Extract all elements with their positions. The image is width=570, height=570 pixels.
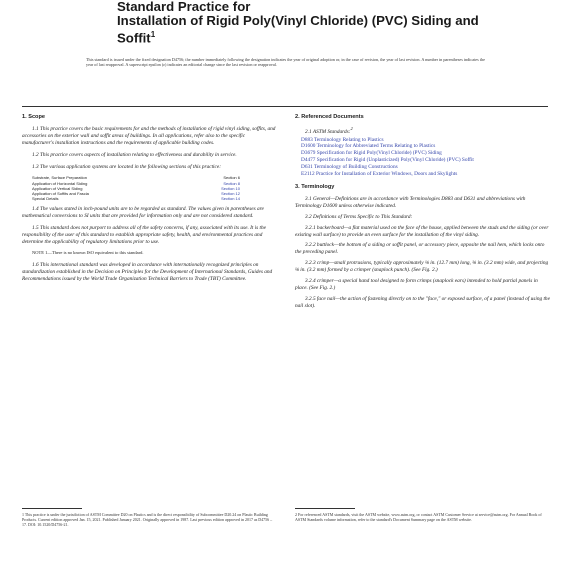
reference-id-link[interactable]: D631 [301, 164, 313, 171]
title-footnote-mark: 1 [150, 30, 156, 40]
table-cell-section: Section 8 [223, 180, 240, 186]
table-cell-section: Section 12 [221, 190, 240, 196]
footnote-divider-left [22, 508, 82, 509]
table-cell-label: Application of Horizontal Siding [32, 180, 88, 186]
reference-id-link[interactable]: E2112 [301, 171, 315, 178]
scope-1-5: 1.5 This standard does not purport to address all of the safety concerns, if any, associated with its use. It is the responsibility of the user of this standard to establish appropriate safety, health, and environmental practices and determine the applicability of regulatory limitations prior to use. [22, 224, 266, 245]
table-row [32, 196, 240, 201]
scope-1-6: 1.6 This international standard was developed in accordance with internationally recognized principles on standardization established in the Decision on Principles for the Development of International Standards, Guides and Recommendations issued by the World Trade Organization Technical Barriers to Trade (TBT) Committee. [22, 262, 273, 283]
table-cell-section: Section 6 [223, 175, 240, 181]
term-3-2-2: 3.2.2 buttlock—the bottom of a siding or soffit panel, or accessory piece, opposite the nail hem, which locks onto the preceding panel. [295, 242, 545, 256]
reference-id-link[interactable]: D4477 [301, 157, 316, 164]
reference-item[interactable] [301, 171, 550, 178]
sections-table [32, 175, 240, 200]
scope-1-3: 1.3 The various application systems are located in the following sections of this practice: [32, 163, 221, 170]
reference-id-link[interactable]: D883 [301, 136, 313, 143]
table-cell-label: Special Details [32, 195, 59, 201]
reference-id-link[interactable]: D1600 [301, 143, 316, 150]
term-3-2-3: 3.2.3 crimp—small protrusions, typically approximately ⅛ in. (12.7 mm) long, ⅛ in. (3.2 mm) wide, and projecting ⅛ in. (3.2 mm) formed by a crimper (snaplock punch). (See Fig. 2.) [295, 260, 549, 274]
references-heading: 2. Referenced Documents [295, 114, 364, 120]
reference-title: Practice for Installation of Exterior Windows, Doors and Skylights [315, 171, 458, 178]
left-column [22, 114, 277, 288]
title-line-3 [117, 28, 537, 46]
note-1: NOTE 1—There is no known ISO equivalent to this standard. [32, 250, 144, 256]
scope-1-1: 1.1 This practice covers the basic requirements for and the methods of installation of rigid vinyl siding, soffits, and accessories on the exterior wall and soffit areas of buildings. In all applications, refer also to the specific manufacturer's installation instructions and the requirements of applicable building codes. [22, 125, 276, 146]
right-column [295, 114, 550, 314]
footnote-mark-2: 2 [350, 125, 353, 131]
table-cell-section: Section 10 [221, 185, 240, 191]
terminology-heading: 3. Terminology [295, 184, 335, 191]
footnote-divider-right [295, 508, 355, 509]
header-divider [22, 106, 548, 107]
term-3-2: 3.2 Definitions of Terms Specific to This Standard: [305, 213, 413, 220]
term-3-2-1: 3.2.1 backerboard—a flat material used on the face of the house, applied between the studs and the siding (or over existing wall surface) to provide an even surface for the installation of the vinyl siding. [295, 224, 549, 238]
term-3-2-4: 3.2.4 crimper—a special hand tool designed to form crimps (snaplock ears) intended to hold partial panels in place. (See Fig. 2.) [295, 278, 538, 291]
footnote-2: 2 For referenced ASTM standards, visit the ASTM website, www.astm.org, or contact ASTM Customer Service at service@astm.org. For Annual Book of ASTM Standards volume information, refer to the standard's Document Summary page on the ASTM website. [295, 512, 542, 523]
table-cell-label: Substrate, Surface Preparation [32, 175, 87, 181]
title-line-1: Standard Practice for [117, 0, 251, 14]
table-cell-section: Section 14 [221, 195, 240, 201]
reference-id-link[interactable]: D3679 [301, 150, 316, 157]
reference-title: Terminology Relating to Plastics [314, 136, 384, 143]
scope-1-4: 1.4 The values stated in inch-pound units are to be regarded as standard. The values given in parentheses are mathematical conversions to SI units that are provided for information only and are not considered standard. [22, 205, 264, 219]
reference-title: Specification for Rigid Poly(Vinyl Chloride) (PVC) Siding [316, 150, 442, 157]
astm-standards-label [295, 126, 550, 136]
designation-notice: This standard is issued under the fixed designation D4756; the number immediately following the designation indicates the year of original adoption or, in the case of revision, the year of last revision. A number in parentheses indicates the year of last reapproval. A superscript epsilon (ε) indicates an editorial change since the last revision or reapproval. [86, 57, 485, 68]
footnote-1: 1 This practice is under the jurisdiction of ASTM Committee D20 on Plastics and is the direct responsibility of Subcommittee D20.24 on Plastic Building Products. Current edition approved Jan. 15, 2021. Published January 2021. Originally approved in 1987. Last previous edition approved in 2017 as D4756 – 17. DOI: 10.1520/D4756-21. [22, 512, 273, 528]
document-title [117, 0, 537, 46]
title-line-2: Installation of Rigid Poly(Vinyl Chloride) (PVC) Siding and [117, 13, 479, 29]
astm-standards-text: 2.1 ASTM Standards: [305, 128, 351, 135]
reference-title: Specification for Rigid (Unplasticized) Poly(Vinyl Chloride) (PVC) Soffit [316, 157, 474, 164]
term-3-1: 3.1 General—Definitions are in accordance with Terminologies D883 and D631 and abbreviations with Terminology D1600 unless otherwise indicated. [295, 195, 526, 209]
scope-heading: 1. Scope [22, 114, 46, 120]
title-line-3-text: Soffit [117, 30, 151, 46]
term-3-2-5: 3.2.5 face nail—the action of fastening directly on to the "face," or exposed surface, of a panel (instead of using the nail slot). [295, 295, 550, 309]
reference-list [301, 137, 550, 178]
reference-title: Terminology of Building Constructions [314, 164, 398, 171]
table-cell-label: Application of Vertical Siding [32, 185, 83, 191]
scope-1-2: 1.2 This practice covers aspects of installation relating to effectiveness and durability in service. [32, 151, 237, 158]
reference-title: Terminology for Abbreviated Terms Relating to Plastics [316, 143, 436, 150]
table-cell-label: Application of Soffits and Fascia [32, 190, 89, 196]
